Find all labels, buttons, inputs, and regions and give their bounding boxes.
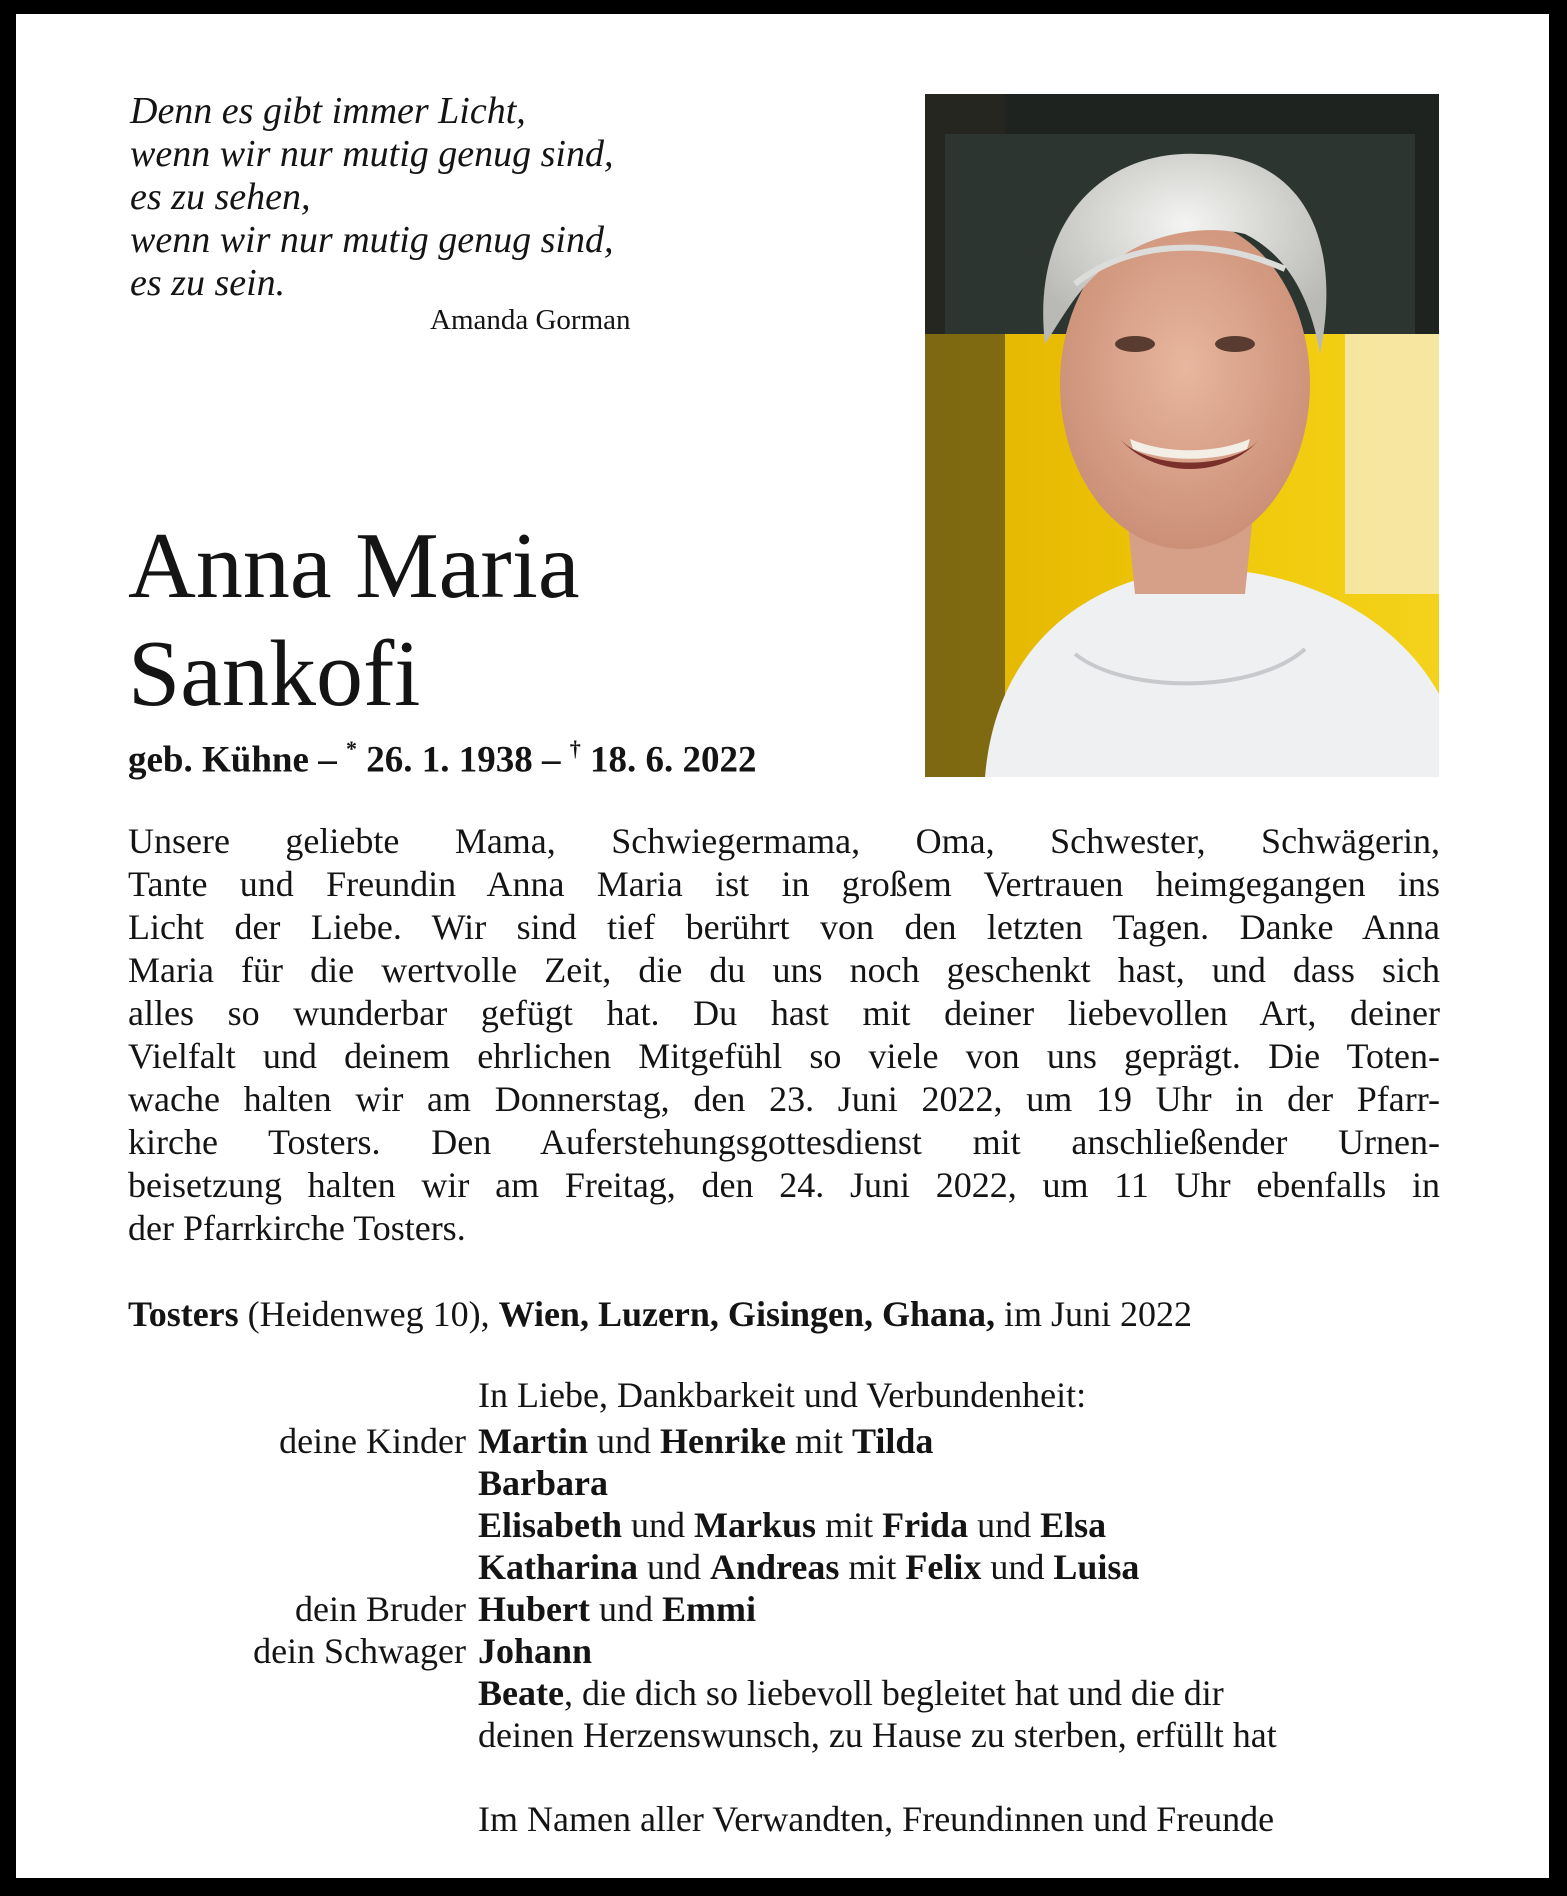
connector-text: und (622, 1505, 695, 1545)
text-line: alles so wunderbar gefügt hat. Du hast mit deiner liebevollen Art, deiner (128, 993, 1440, 1033)
connector-text: mit (839, 1547, 906, 1587)
connector-text: deinen Herzenswunsch, zu Hause zu sterben, erfüllt hat (478, 1715, 1277, 1755)
address: (Heidenweg 10), (247, 1294, 490, 1334)
relative-name: Hubert (478, 1589, 590, 1629)
relative-name: Martin (478, 1421, 588, 1461)
relative-name: Emmi (662, 1589, 756, 1629)
signature-list (16, 1420, 1549, 1756)
deceased-name (128, 512, 580, 728)
name-line-1: Anna Maria (128, 514, 580, 618)
signature-row (16, 1588, 1549, 1630)
relative-name: Elsa (1040, 1505, 1107, 1545)
relative-names (478, 1462, 608, 1504)
relation-label: dein Schwager (253, 1631, 466, 1671)
text-line: der Pfarrkirche Tosters. (128, 1208, 466, 1248)
place-and-date (128, 1293, 1192, 1335)
text-line: Maria für die wertvolle Zeit, die du uns noch geschenkt hast, und dass sich (128, 950, 1440, 990)
signature-row (16, 1420, 1549, 1462)
death-symbol: † (569, 736, 581, 761)
dash: – (541, 739, 561, 781)
relative-name: Barbara (478, 1463, 608, 1503)
birth-date: 26. 1. 1938 (366, 739, 533, 781)
text-line: beisetzung halten wir am Freitag, den 24. Juni 2022, um 11 Uhr ebenfalls in (128, 1165, 1440, 1205)
relative-names (478, 1420, 933, 1462)
relation-label: deine Kinder (279, 1421, 466, 1461)
quote-author: Amanda Gorman (430, 304, 631, 336)
dash: – (318, 739, 337, 781)
text-line: Licht der Liebe. Wir sind tief berührt von den letzten Tagen. Danke Anna (128, 907, 1440, 947)
quote-line: es zu sehen, (130, 176, 311, 218)
connector-text: und (638, 1547, 711, 1587)
signature-row (16, 1546, 1549, 1588)
text-line: Vielfalt und deinem ehrlichen Mitgefühl so viele von uns geprägt. Die Toten- (128, 1036, 1440, 1076)
relative-name: Frida (882, 1505, 969, 1545)
signature-row (16, 1672, 1549, 1714)
relative-names (478, 1672, 1224, 1714)
signature-row (16, 1714, 1549, 1756)
connector-text: und (587, 1421, 660, 1461)
signature-row (16, 1504, 1549, 1546)
obituary-text (128, 820, 1440, 1250)
quote-line: wenn wir nur mutig genug sind, (130, 219, 614, 261)
text-line: wache halten wir am Donnerstag, den 23. Juni 2022, um 19 Uhr in der Pfarr- (128, 1079, 1440, 1119)
cities: Wien, Luzern, Gisingen, Ghana, (498, 1294, 996, 1334)
connector-text: mit (785, 1421, 852, 1461)
signature-row (16, 1462, 1549, 1504)
signature-row (16, 1630, 1549, 1672)
relative-names (478, 1588, 756, 1630)
connector-text: , die dich so liebevoll begleitet hat und die dir (563, 1673, 1224, 1713)
relative-name: Andreas (710, 1547, 840, 1587)
born-name: geb. Kühne (128, 739, 309, 781)
connector-text: und (590, 1589, 662, 1629)
relative-names (478, 1714, 1277, 1756)
birth-symbol: * (345, 736, 357, 761)
text-line: Tante und Freundin Anna Maria ist in großem Vertrauen heimgegangen ins (128, 864, 1440, 904)
relative-name: Elisabeth (478, 1505, 623, 1545)
connector-text: mit (816, 1505, 883, 1545)
relative-name: Luisa (1053, 1547, 1140, 1587)
connector-text: und (981, 1547, 1054, 1587)
relative-name: Beate (478, 1673, 564, 1713)
relative-name: Tilda (851, 1421, 934, 1461)
relation-label: dein Bruder (295, 1589, 466, 1629)
quote-line: wenn wir nur mutig genug sind, (130, 133, 614, 175)
quote (130, 90, 690, 305)
portrait-photo-icon (925, 94, 1439, 777)
portrait-photo (925, 94, 1439, 777)
relative-name: Katharina (478, 1547, 639, 1587)
signature-intro: In Liebe, Dankbarkeit und Verbundenheit: (478, 1375, 1087, 1415)
relative-name: Felix (905, 1547, 982, 1587)
quote-line: Denn es gibt immer Licht, (130, 90, 526, 132)
relative-name: Johann (478, 1631, 593, 1671)
relative-name: Markus (694, 1505, 817, 1545)
date: im Juni 2022 (1004, 1294, 1193, 1334)
relative-names (478, 1630, 592, 1672)
life-dates (128, 738, 756, 781)
name-line-2: Sankofi (128, 622, 421, 726)
death-date: 18. 6. 2022 (589, 739, 757, 781)
relative-name: Henrike (659, 1421, 786, 1461)
connector-text: und (968, 1505, 1041, 1545)
text-line: Unsere geliebte Mama, Schwiegermama, Oma, Schwester, Schwägerin, (128, 821, 1440, 861)
town: Tosters (128, 1294, 239, 1334)
relative-names (478, 1504, 1106, 1546)
closing-line: Im Namen aller Verwandten, Freundinnen und Freunde (478, 1799, 1275, 1839)
relative-names (478, 1546, 1139, 1588)
quote-line: es zu sein. (130, 262, 286, 304)
text-line: kirche Tosters. Den Auferstehungsgottesdienst mit anschließender Urnen- (128, 1122, 1440, 1162)
obituary-card (16, 14, 1549, 1878)
